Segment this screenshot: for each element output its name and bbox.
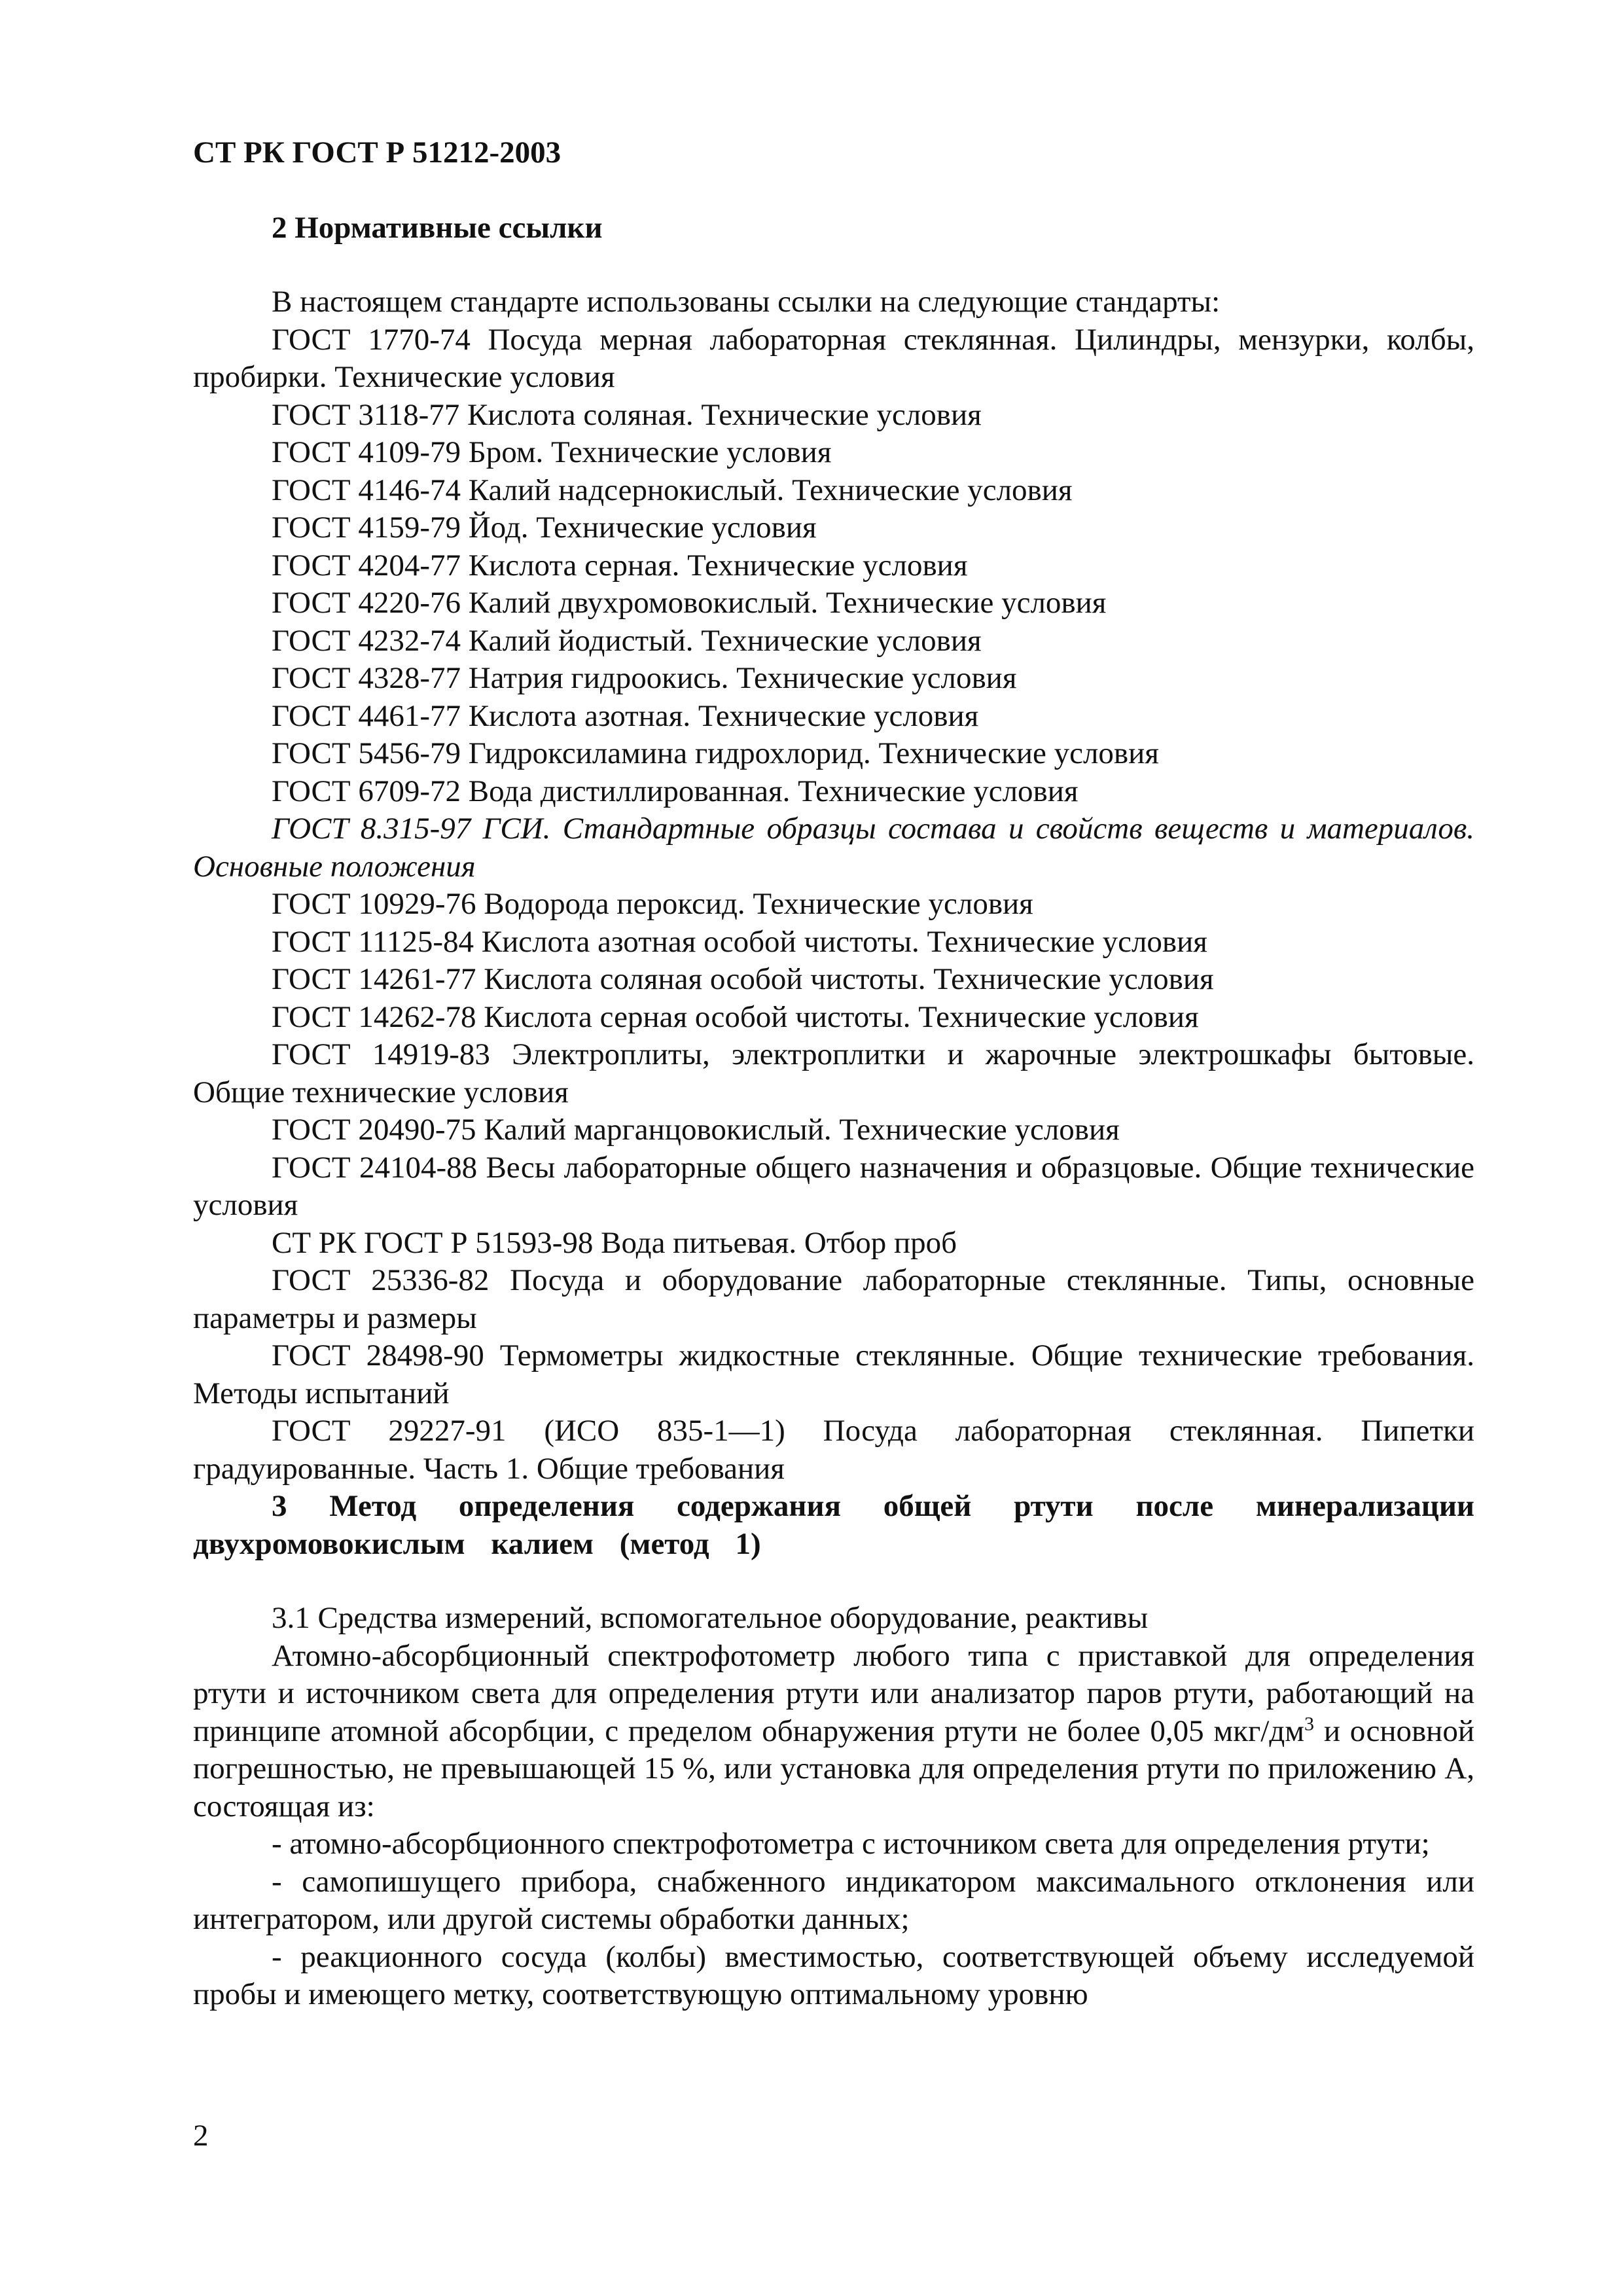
section-3-title: 3 Метод определения содержания общей ртути после минерализации двухромовокислым калием (метод 1) xyxy=(193,1489,1474,1561)
reference-item: ГОСТ 14261-77 Кислота соляная особой чистоты. Технические условия xyxy=(272,962,1214,996)
instrument-text-part1: Атомно-абсорбционный спектрофотометр любого типа с приставкой для определения ртути и источником света для определения ртути или анализатор паров ртути, работающий на принципе атомной абсорбции, с пределом обнаружения ртути не более 0,05 мкг/дм xyxy=(193,1638,1474,1748)
instrument-text-part2: и основной погрешностью, не превышающей 15 %, или установка для определения ртути по приложению А, состоящая из: xyxy=(193,1713,1474,1823)
reference-item: ГОСТ 4220-76 Калий двухромовокислый. Технические условия xyxy=(272,586,1107,620)
reference-item: ГОСТ 11125-84 Кислота азотная особой чистоты. Технические условия xyxy=(272,924,1207,959)
document-page xyxy=(193,134,1474,2014)
reference-item: ГОСТ 8.315-97 ГСИ. Стандартные образцы состава и свойств веществ и материалов. Основные положения xyxy=(193,812,1474,884)
reference-item: ГОСТ 5456-79 Гидроксиламина гидрохлорид. Технические условия xyxy=(272,736,1159,770)
component-item: - реакционного сосуда (колбы) вместимостью, соответствующей объему исследуемой пробы и имеющего метку, соответствующую оптимальному уровню xyxy=(193,1939,1474,2011)
reference-item: ГОСТ 4328-77 Натрия гидроокись. Технические условия xyxy=(272,661,1017,695)
reference-item: ГОСТ 4461-77 Кислота азотная. Технические условия xyxy=(272,698,979,733)
superscript-3: 3 xyxy=(1304,1712,1314,1734)
section-2-body xyxy=(193,283,1474,1488)
reference-item: ГОСТ 4204-77 Кислота серная. Технические условия xyxy=(272,548,968,583)
document-header: СТ РК ГОСТ Р 51212-2003 xyxy=(193,135,562,170)
reference-item: СТ РК ГОСТ Р 51593-98 Вода питьевая. Отбор проб xyxy=(272,1225,957,1260)
reference-item: ГОСТ 6709-72 Вода дистиллированная. Технические условия xyxy=(272,774,1079,808)
instrument-paragraph xyxy=(193,1638,1474,1826)
component-item: - атомно-абсорбционного спектрофотометра с источником света для определения ртути; xyxy=(272,1827,1430,1861)
components-list xyxy=(193,1825,1474,2014)
subsection-3-1-title: 3.1 Средства измерений, вспомогательное оборудование, реактивы xyxy=(272,1601,1149,1635)
component-item: - самопишущего прибора, снабженного индикатором максимального отклонения или интегратором, или другой системы обработки данных; xyxy=(193,1864,1474,1936)
reference-item: ГОСТ 20490-75 Калий марганцовокислый. Технические условия xyxy=(272,1113,1120,1147)
reference-item: ГОСТ 4146-74 Калий надсернокислый. Технические условия xyxy=(272,473,1073,507)
section-2-intro: В настоящем стандарте использованы ссылки на следующие стандарты: xyxy=(272,285,1221,319)
reference-item: ГОСТ 4159-79 Йод. Технические условия xyxy=(272,511,817,545)
reference-item: ГОСТ 10929-76 Водорода пероксид. Технические условия xyxy=(272,887,1033,921)
reference-item: ГОСТ 14262-78 Кислота серная особой чистоты. Технические условия xyxy=(272,999,1199,1034)
section-3-body xyxy=(193,1600,1474,2014)
reference-item: ГОСТ 14919-83 Электроплиты, электроплитки и жарочные электрошкафы бытовые. Общие технические условия xyxy=(193,1037,1474,1109)
page-number: 2 xyxy=(193,2119,209,2153)
reference-item: ГОСТ 3118-77 Кислота соляная. Технические условия xyxy=(272,397,982,432)
reference-item: ГОСТ 25336-82 Посуда и оборудование лабораторные стеклянные. Типы, основные параметры и размеры xyxy=(193,1263,1474,1335)
reference-item: ГОСТ 29227-91 (ИСО 835-1—1) Посуда лабораторная стеклянная. Пипетки градуированные. Часть 1. Общие требования xyxy=(193,1414,1474,1486)
section-2-title: 2 Нормативные ссылки xyxy=(272,210,603,245)
reference-item: ГОСТ 4232-74 Калий йодистый. Технические условия xyxy=(272,623,982,658)
references-list xyxy=(193,321,1474,1488)
reference-item: ГОСТ 1770-74 Посуда мерная лабораторная стеклянная. Цилиндры, мензурки, колбы, пробирки. Технические условия xyxy=(193,322,1474,394)
reference-item: ГОСТ 28498-90 Термометры жидкостные стеклянные. Общие технические требования. Методы испытаний xyxy=(193,1338,1474,1410)
reference-item: ГОСТ 4109-79 Бром. Технические условия xyxy=(272,435,832,469)
reference-item: ГОСТ 24104-88 Весы лабораторные общего назначения и образцовые. Общие технические условия xyxy=(193,1150,1474,1222)
